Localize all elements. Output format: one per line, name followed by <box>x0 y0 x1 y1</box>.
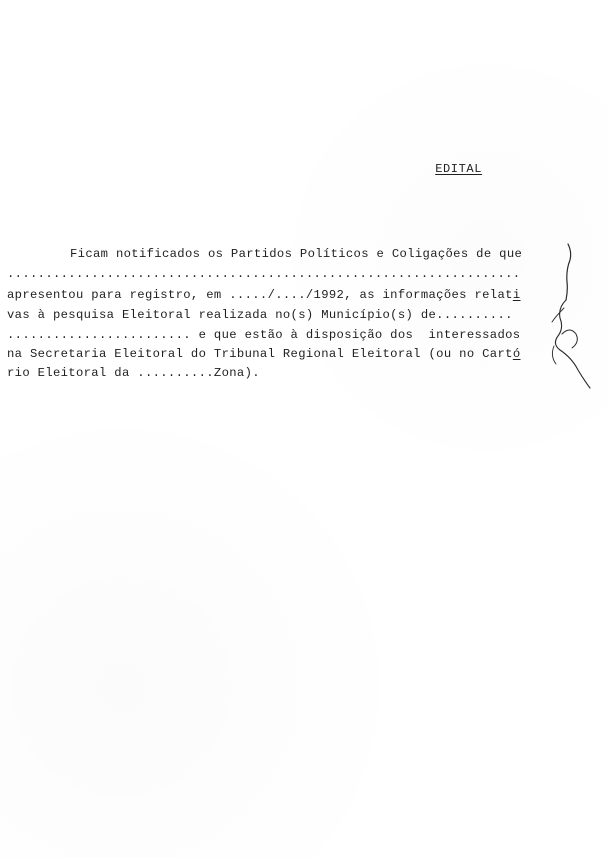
paragraph-line-6-text: na Secretaria Eleitoral do Tribunal Regional Eleitoral (ou no Cart <box>7 347 513 361</box>
paragraph-line-4: vas à pesquisa Eleitoral realizada no(s) Município(s) de.......... <box>7 308 513 322</box>
paragraph-line-2: ................................................................... <box>7 267 521 281</box>
paragraph-line-7: rio Eleitoral da ..........Zona). <box>7 366 260 380</box>
paragraph-line-5: ........................ e que estão à disposição dos interessados <box>7 328 521 342</box>
paragraph-line-6 <box>7 348 527 360</box>
paragraph-line-3-hyphen-letter: i <box>512 288 521 302</box>
paragraph-line-3 <box>7 289 527 301</box>
paragraph-line-6-hyphen-letter: ó <box>512 347 521 361</box>
handwritten-signature <box>548 238 608 398</box>
paragraph-line-3-text: apresentou para registro, em ...../..../1992, as informações relat <box>7 288 513 302</box>
document-title: EDITAL <box>435 162 482 176</box>
paragraph-line-1: Ficam notificados os Partidos Políticos e Coligações de que <box>70 247 523 261</box>
